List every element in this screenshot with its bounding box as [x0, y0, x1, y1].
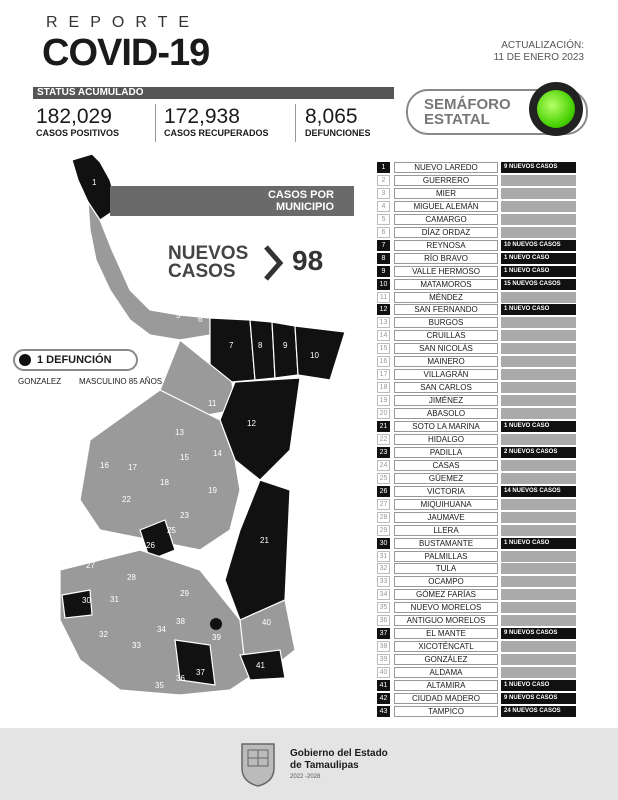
- banner-line1: CASOS POR: [267, 189, 334, 201]
- svg-text:29: 29: [180, 589, 189, 598]
- new-cases-cell: 1 NUEVO CASO: [501, 680, 576, 691]
- row-number: 37: [377, 628, 390, 639]
- municipality-name: VICTORIA: [394, 486, 498, 497]
- svg-text:32: 32: [99, 630, 108, 639]
- stat-recuperados: [164, 106, 269, 138]
- svg-text:4: 4: [158, 303, 163, 312]
- new-cases-cell: [501, 551, 576, 562]
- table-row: [377, 279, 577, 290]
- municipality-name: MATAMOROS: [394, 279, 498, 290]
- table-row: [377, 576, 577, 587]
- municipality-name: XICOTÉNCATL: [394, 641, 498, 652]
- traffic-light-icon: [529, 82, 583, 136]
- new-cases-cell: [501, 330, 576, 341]
- municipality-name: ALTAMIRA: [394, 680, 498, 691]
- svg-text:14: 14: [213, 449, 222, 458]
- table-row: [377, 615, 577, 626]
- municipality-name: JIMÉNEZ: [394, 395, 498, 406]
- svg-text:19: 19: [208, 486, 217, 495]
- new-cases-cell: [501, 525, 576, 536]
- new-cases-cell: 24 NUEVOS CASOS: [501, 706, 576, 717]
- table-row: [377, 330, 577, 341]
- row-number: 2: [377, 175, 390, 186]
- svg-text:20: 20: [245, 491, 254, 500]
- new-cases-cell: [501, 589, 576, 600]
- municipality-name: TULA: [394, 563, 498, 574]
- municipality-name: CAMARGO: [394, 214, 498, 225]
- table-row: [377, 240, 577, 251]
- svg-text:2: 2: [118, 245, 123, 254]
- municipality-name: VILLAGRÁN: [394, 369, 498, 380]
- svg-text:41: 41: [256, 661, 265, 670]
- municipality-name: ANTIGUO MORELOS: [394, 615, 498, 626]
- municipality-name: CIUDAD MADERO: [394, 693, 498, 704]
- row-number: 42: [377, 693, 390, 704]
- row-number: 5: [377, 214, 390, 225]
- row-number: 40: [377, 667, 390, 678]
- municipality-name: CRUILLAS: [394, 330, 498, 341]
- municipality-name: NUEVO MORELOS: [394, 602, 498, 613]
- death-marker: [210, 618, 222, 630]
- svg-text:35: 35: [155, 681, 164, 690]
- table-row: [377, 356, 577, 367]
- municipality-name: LLERA: [394, 525, 498, 536]
- semaforo-label: [424, 97, 511, 127]
- row-number: 32: [377, 563, 390, 574]
- table-row: [377, 292, 577, 303]
- new-cases-cell: 1 NUEVO CASO: [501, 253, 576, 264]
- divider: [155, 104, 156, 142]
- table-row: [377, 395, 577, 406]
- row-number: 14: [377, 330, 390, 341]
- stat-defunciones: [305, 106, 371, 138]
- table-row: [377, 175, 577, 186]
- new-cases-cell: [501, 563, 576, 574]
- municipality-name: SAN NICOLÁS: [394, 343, 498, 354]
- new-cases-cell: 2 NUEVOS CASOS: [501, 447, 576, 458]
- row-number: 16: [377, 356, 390, 367]
- row-number: 29: [377, 525, 390, 536]
- update-date: 11 DE ENERO 2023: [493, 52, 584, 63]
- table-row: [377, 563, 577, 574]
- table-row: [377, 667, 577, 678]
- svg-text:39: 39: [212, 633, 221, 642]
- new-cases-cell: 1 NUEVO CASO: [501, 421, 576, 432]
- new-cases-cell: [501, 602, 576, 613]
- new-cases-cell: [501, 434, 576, 445]
- positivos-label: CASOS POSITIVOS: [36, 128, 120, 138]
- row-number: 21: [377, 421, 390, 432]
- state-seal-icon: [236, 738, 280, 788]
- svg-text:26: 26: [146, 541, 155, 550]
- row-number: 36: [377, 615, 390, 626]
- table-row: [377, 641, 577, 652]
- svg-text:12: 12: [247, 419, 256, 428]
- svg-text:6: 6: [198, 315, 203, 324]
- municipality-name: BUSTAMANTE: [394, 538, 498, 549]
- row-number: 24: [377, 460, 390, 471]
- municipality-name: GÓMEZ FARÍAS: [394, 589, 498, 600]
- stat-positivos: [36, 106, 119, 138]
- row-number: 17: [377, 369, 390, 380]
- table-row: [377, 343, 577, 354]
- row-number: 6: [377, 227, 390, 238]
- table-row: [377, 486, 577, 497]
- row-number: 4: [377, 201, 390, 212]
- row-number: 15: [377, 343, 390, 354]
- row-number: 22: [377, 434, 390, 445]
- new-cases-cell: [501, 292, 576, 303]
- banner-line2: MUNICIPIO: [275, 201, 334, 213]
- defunciones-label: DEFUNCIONES: [305, 128, 371, 138]
- defunciones-value: 8,065: [305, 105, 358, 128]
- table-row: [377, 680, 577, 691]
- new-cases-cell: [501, 317, 576, 328]
- municipality-name: TAMPICO: [394, 706, 498, 717]
- new-cases-cell: [501, 615, 576, 626]
- new-cases-cell: [501, 667, 576, 678]
- semaforo-line1: SEMÁFORO: [424, 96, 511, 113]
- table-row: [377, 408, 577, 419]
- municipality-name: OCAMPO: [394, 576, 498, 587]
- table-row: [377, 369, 577, 380]
- row-number: 38: [377, 641, 390, 652]
- svg-text:30: 30: [82, 596, 91, 605]
- new-cases-cell: [501, 641, 576, 652]
- table-row: [377, 473, 577, 484]
- table-row: [377, 266, 577, 277]
- new-cases-line2: CASOS: [168, 261, 236, 282]
- update-info: [494, 40, 584, 64]
- new-cases-cell: 15 NUEVOS CASOS: [501, 279, 576, 290]
- municipality-name: PALMILLAS: [394, 551, 498, 562]
- new-cases-cell: [501, 576, 576, 587]
- table-row: [377, 460, 577, 471]
- municipality-name: SOTO LA MARINA: [394, 421, 498, 432]
- tamaulipas-map: [0, 150, 360, 710]
- municipality-name: ALDAMA: [394, 667, 498, 678]
- municipality-name: DÍAZ ORDAZ: [394, 227, 498, 238]
- municipality-name: HIDALGO: [394, 434, 498, 445]
- new-cases-cell: [501, 512, 576, 523]
- table-row: [377, 304, 577, 315]
- municipality-name: NUEVO LAREDO: [394, 162, 498, 173]
- new-cases-line1: NUEVOS: [168, 243, 249, 264]
- svg-text:21: 21: [260, 536, 269, 545]
- svg-text:5: 5: [176, 311, 181, 320]
- new-cases-cell: [501, 395, 576, 406]
- row-number: 39: [377, 654, 390, 665]
- recuperados-label: CASOS RECUPERADOS: [164, 128, 269, 138]
- svg-text:16: 16: [100, 461, 109, 470]
- svg-text:31: 31: [110, 595, 119, 604]
- new-cases-label: [168, 245, 248, 281]
- municipality-name: GUERRERO: [394, 175, 498, 186]
- municipality-name: MÉNDEZ: [394, 292, 498, 303]
- row-number: 33: [377, 576, 390, 587]
- municipality-name: EL MANTE: [394, 628, 498, 639]
- table-row: [377, 706, 577, 717]
- row-number: 23: [377, 447, 390, 458]
- chevron-right-icon: [262, 245, 284, 281]
- svg-text:9: 9: [283, 341, 288, 350]
- table-row: [377, 654, 577, 665]
- report-label: REPORTE: [46, 14, 201, 31]
- table-row: [377, 201, 577, 212]
- svg-text:18: 18: [160, 478, 169, 487]
- row-number: 43: [377, 706, 390, 717]
- table-row: [377, 214, 577, 225]
- municipality-name: PADILLA: [394, 447, 498, 458]
- recuperados-value: 172,938: [164, 105, 240, 128]
- municipality-name: MIQUIHUANA: [394, 499, 498, 510]
- row-number: 12: [377, 304, 390, 315]
- new-cases-cell: [501, 460, 576, 471]
- row-number: 11: [377, 292, 390, 303]
- gov-line1: Gobierno del Estado: [290, 748, 388, 759]
- municipality-name: REYNOSA: [394, 240, 498, 251]
- municipality-name: SAN CARLOS: [394, 382, 498, 393]
- table-row: [377, 317, 577, 328]
- table-row: [377, 525, 577, 536]
- new-cases-cell: [501, 356, 576, 367]
- row-number: 28: [377, 512, 390, 523]
- table-row: [377, 538, 577, 549]
- svg-text:22: 22: [122, 495, 131, 504]
- svg-text:3: 3: [135, 286, 140, 295]
- row-number: 30: [377, 538, 390, 549]
- municipality-name: RÍO BRAVO: [394, 253, 498, 264]
- row-number: 8: [377, 253, 390, 264]
- new-cases-cell: [501, 201, 576, 212]
- municipality-name: GÜEMEZ: [394, 473, 498, 484]
- table-row: [377, 589, 577, 600]
- row-number: 34: [377, 589, 390, 600]
- row-number: 20: [377, 408, 390, 419]
- status-label: STATUS ACUMULADO: [33, 87, 394, 99]
- new-cases-cell: [501, 382, 576, 393]
- svg-text:24: 24: [208, 543, 217, 552]
- table-row: [377, 227, 577, 238]
- row-number: 7: [377, 240, 390, 251]
- positivos-value: 182,029: [36, 105, 112, 128]
- cases-by-municipality-banner: [110, 186, 354, 216]
- new-cases-cell: [501, 188, 576, 199]
- death-label: 1 DEFUNCIÓN: [37, 354, 112, 366]
- table-row: [377, 162, 577, 173]
- svg-text:33: 33: [132, 641, 141, 650]
- row-number: 27: [377, 499, 390, 510]
- row-number: 10: [377, 279, 390, 290]
- table-row: [377, 434, 577, 445]
- row-number: 35: [377, 602, 390, 613]
- svg-text:10: 10: [310, 351, 319, 360]
- new-cases-cell: 9 NUEVOS CASOS: [501, 693, 576, 704]
- municipality-name: JAUMAVE: [394, 512, 498, 523]
- svg-text:15: 15: [180, 453, 189, 462]
- row-number: 13: [377, 317, 390, 328]
- svg-text:13: 13: [175, 428, 184, 437]
- table-row: [377, 421, 577, 432]
- municipality-name: MAINERO: [394, 356, 498, 367]
- svg-text:11: 11: [208, 399, 217, 408]
- row-number: 1: [377, 162, 390, 173]
- table-row: [377, 447, 577, 458]
- new-cases-cell: 10 NUEVOS CASOS: [501, 240, 576, 251]
- new-cases-cell: 9 NUEVOS CASOS: [501, 162, 576, 173]
- table-row: [377, 551, 577, 562]
- page-title: COVID-19: [42, 32, 210, 74]
- table-row: [377, 188, 577, 199]
- municipality-name: ABASOLO: [394, 408, 498, 419]
- new-cases-cell: [501, 214, 576, 225]
- svg-text:8: 8: [258, 341, 263, 350]
- new-cases-cell: [501, 343, 576, 354]
- municipality-name: SAN FERNANDO: [394, 304, 498, 315]
- row-number: 41: [377, 680, 390, 691]
- new-cases-cell: [501, 654, 576, 665]
- svg-text:36: 36: [176, 674, 185, 683]
- table-row: [377, 499, 577, 510]
- svg-text:17: 17: [128, 463, 137, 472]
- update-label: ACTUALIZACIÓN:: [501, 40, 584, 51]
- municipality-name: MIER: [394, 188, 498, 199]
- municipality-name: GONZÁLEZ: [394, 654, 498, 665]
- new-cases-cell: 14 NUEVOS CASOS: [501, 486, 576, 497]
- map-region-10: [295, 326, 345, 380]
- table-row: [377, 253, 577, 264]
- svg-text:28: 28: [127, 573, 136, 582]
- row-number: 26: [377, 486, 390, 497]
- municipality-name: MIGUEL ALEMÁN: [394, 201, 498, 212]
- row-number: 3: [377, 188, 390, 199]
- municipality-name: VALLE HERMOSO: [394, 266, 498, 277]
- divider: [295, 104, 296, 142]
- new-cases-cell: 9 NUEVOS CASOS: [501, 628, 576, 639]
- row-number: 25: [377, 473, 390, 484]
- row-number: 19: [377, 395, 390, 406]
- new-cases-cell: [501, 408, 576, 419]
- row-number: 18: [377, 382, 390, 393]
- map-region-9: [272, 322, 298, 378]
- new-cases-cell: 1 NUEVO CASO: [501, 266, 576, 277]
- svg-text:27: 27: [86, 561, 95, 570]
- new-cases-cell: [501, 175, 576, 186]
- table-row: [377, 602, 577, 613]
- new-cases-cell: [501, 499, 576, 510]
- svg-text:38: 38: [176, 617, 185, 626]
- map-region-8: [250, 320, 275, 380]
- death-detail: MASCULINO 85 AÑOS: [79, 377, 163, 386]
- semaforo-line2: ESTATAL: [424, 111, 490, 128]
- new-cases-cell: [501, 369, 576, 380]
- new-cases-cell: 1 NUEVO CASO: [501, 538, 576, 549]
- government-name: [290, 748, 388, 772]
- new-cases-value: 98: [292, 245, 324, 276]
- death-dot-icon: [19, 354, 31, 366]
- table-row: [377, 693, 577, 704]
- municipality-name: BURGOS: [394, 317, 498, 328]
- svg-text:1: 1: [92, 178, 97, 187]
- svg-text:40: 40: [262, 618, 271, 627]
- row-number: 31: [377, 551, 390, 562]
- svg-text:37: 37: [196, 668, 205, 677]
- svg-text:23: 23: [180, 511, 189, 520]
- new-cases-cell: [501, 473, 576, 484]
- svg-text:25: 25: [167, 526, 176, 535]
- gov-line2: de Tamaulipas: [290, 760, 359, 771]
- new-cases-cell: 1 NUEVO CASO: [501, 304, 576, 315]
- municipality-name: CASAS: [394, 460, 498, 471]
- death-municipio: GONZALEZ: [18, 377, 62, 386]
- svg-text:42: 42: [282, 679, 291, 688]
- table-row: [377, 628, 577, 639]
- row-number: 9: [377, 266, 390, 277]
- new-cases-cell: [501, 227, 576, 238]
- government-years: 2022 -2028: [290, 774, 321, 780]
- table-row: [377, 512, 577, 523]
- table-row: [377, 382, 577, 393]
- svg-text:7: 7: [229, 341, 234, 350]
- svg-text:34: 34: [157, 625, 166, 634]
